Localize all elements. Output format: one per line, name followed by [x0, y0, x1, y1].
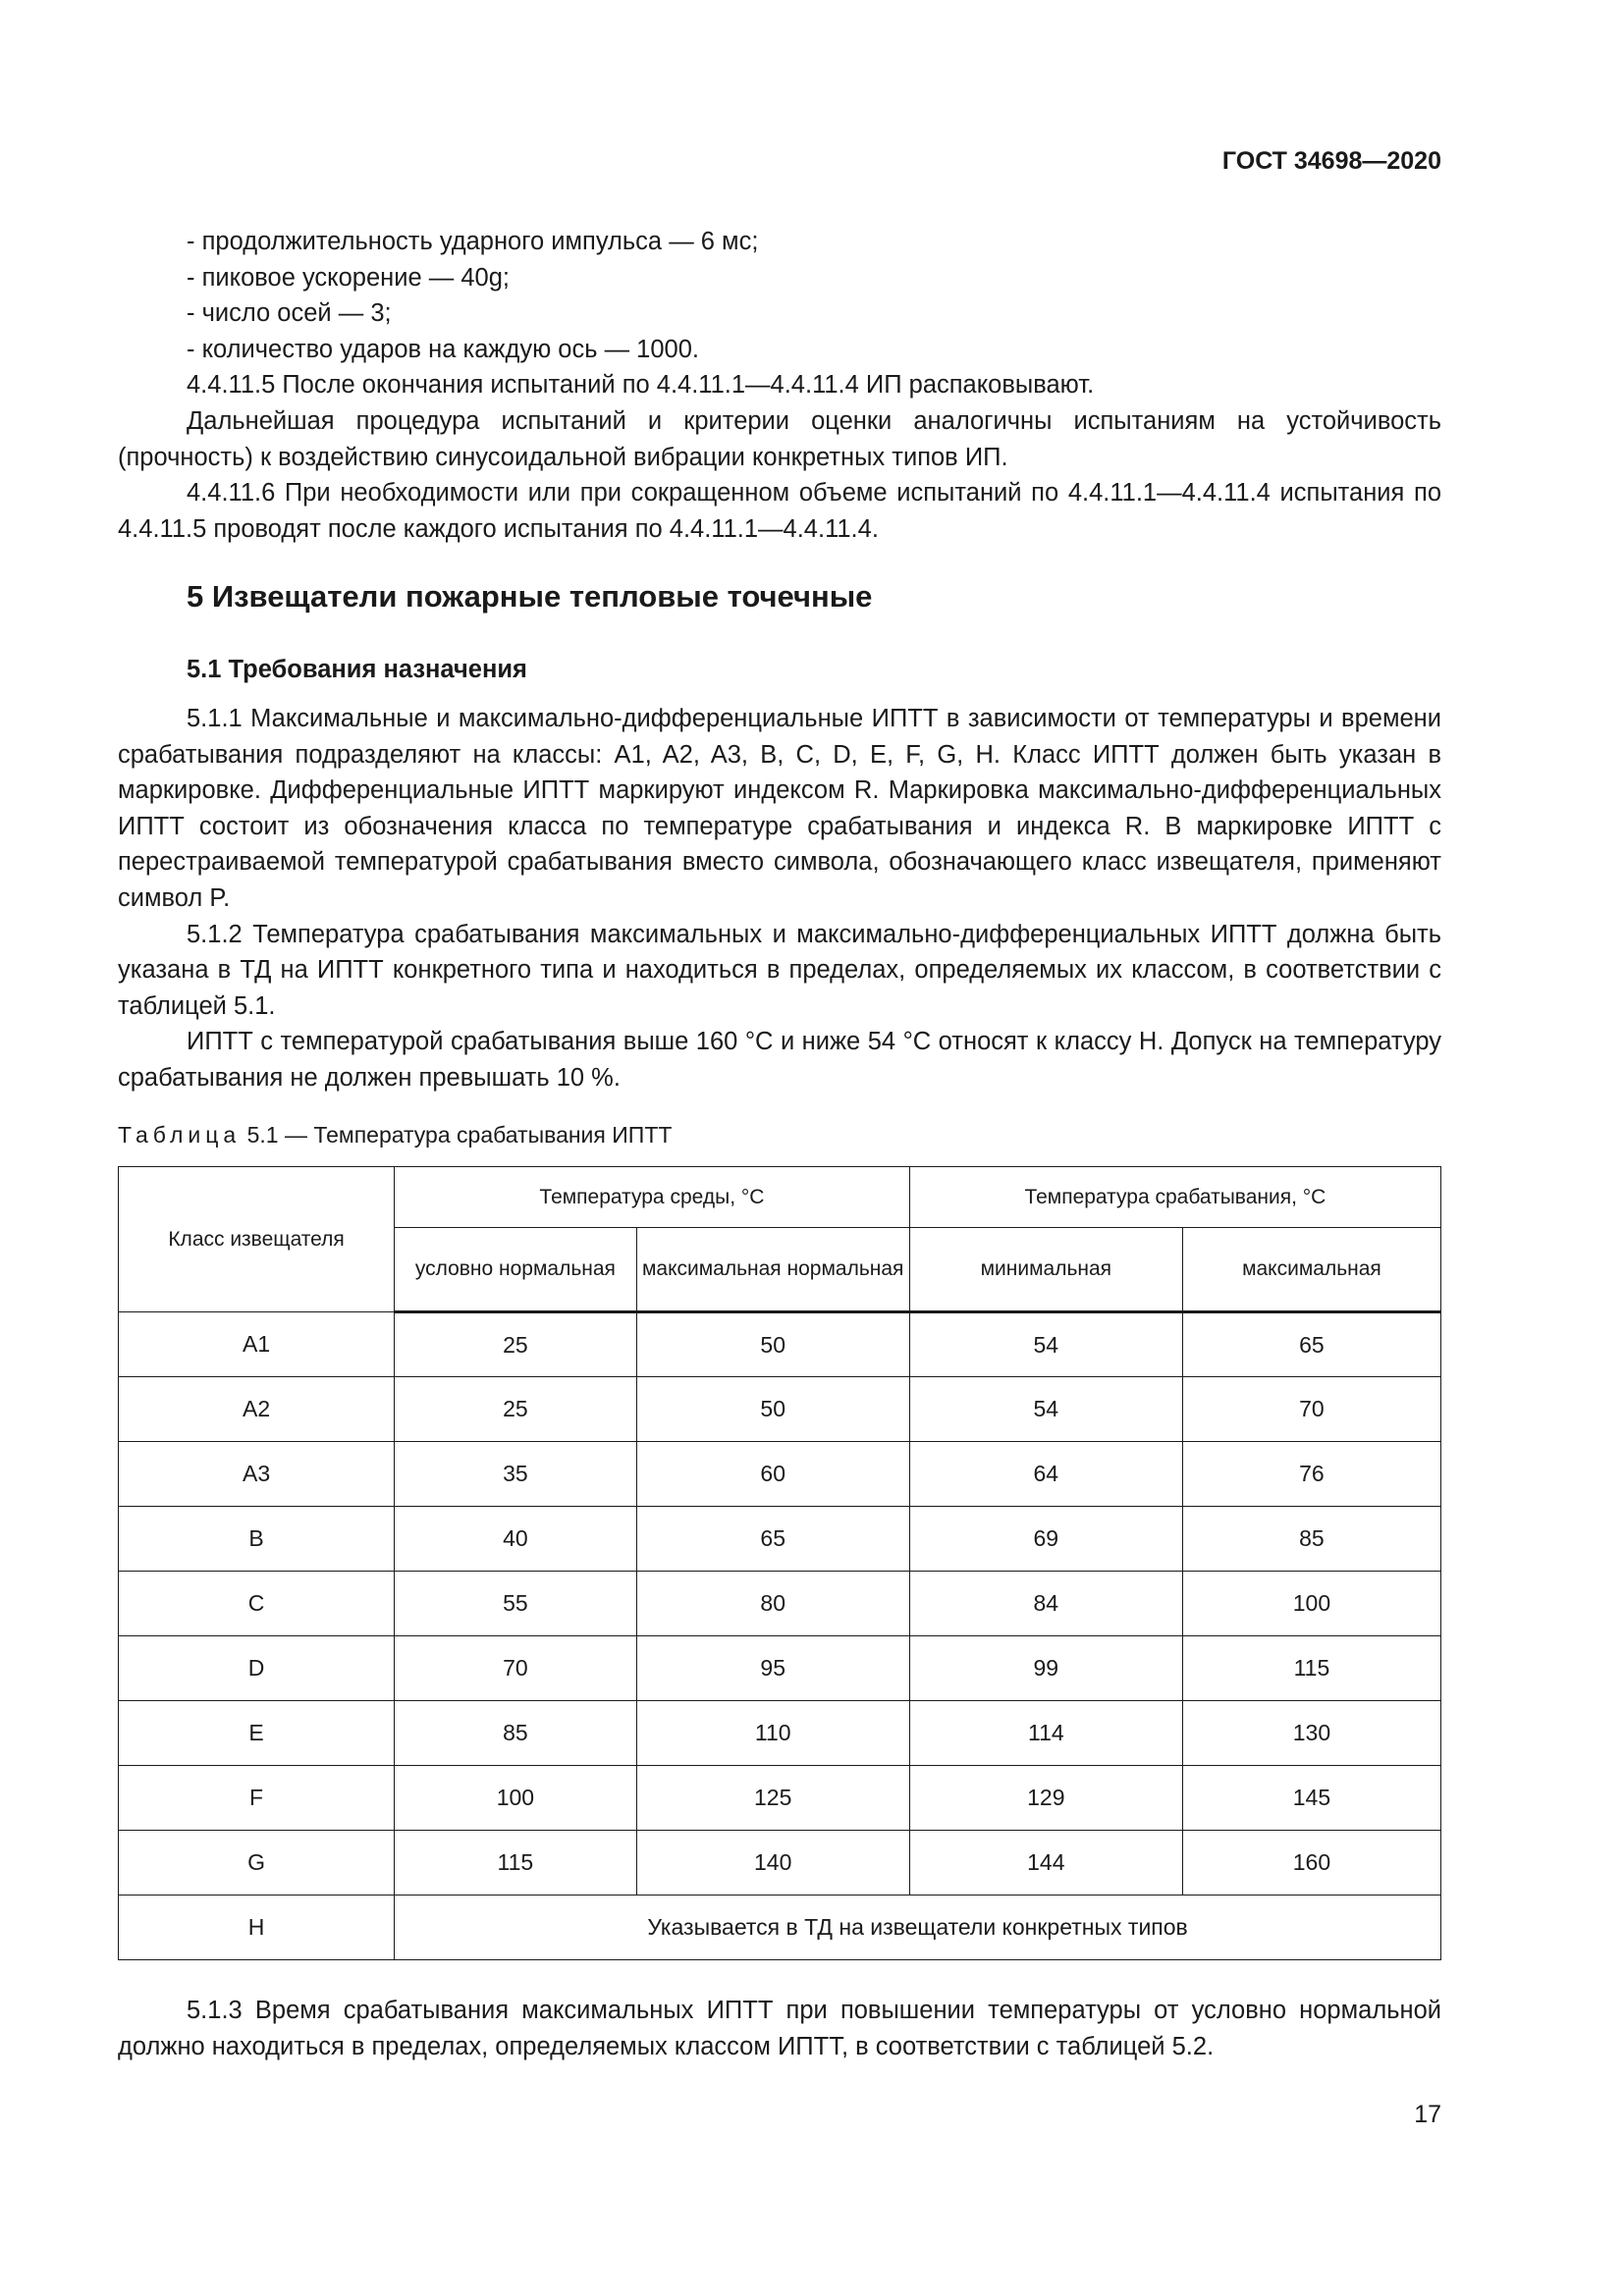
list-item-text: - пиковое ускорение — 40g;: [187, 263, 510, 292]
table-cell: A1: [119, 1312, 395, 1377]
table-cell: 54: [909, 1312, 1182, 1377]
table-cell: 50: [636, 1377, 909, 1442]
table-row: [119, 1312, 1441, 1377]
table-cell: 85: [395, 1701, 637, 1766]
table-header-row: [119, 1167, 1441, 1228]
table-row: [119, 1442, 1441, 1507]
table-cell: 80: [636, 1572, 909, 1636]
table-cell: D: [119, 1636, 395, 1701]
table-cell: 110: [636, 1701, 909, 1766]
list-item: [118, 260, 1441, 296]
paragraph-5-1-2: 5.1.2 Температура срабатывания максимальных и максимально-дифференциальных ИПТТ должна быть указана в ТД на ИПТТ конкретного типа и находиться в пределах, определяемых их классом, в соответствии с таблицей 5.1.: [118, 920, 1441, 1020]
table-cell: E: [119, 1701, 395, 1766]
table-cell: 144: [909, 1831, 1182, 1896]
table-cell-merged-note: Указывается в ТД на извещатели конкретных типов: [395, 1896, 1441, 1960]
table-cell: 115: [395, 1831, 637, 1896]
table-cell: 25: [395, 1312, 637, 1377]
paragraph-4-4-11-6: 4.4.11.6 При необходимости или при сокращенном объеме испытаний по 4.4.11.1—4.4.11.4 испытания по 4.4.11.5 проводят после каждого испытания по 4.4.11.1—4.4.11.4.: [118, 479, 1441, 543]
table-cell: 130: [1182, 1701, 1440, 1766]
table-cell: 50: [636, 1312, 909, 1377]
table-cell: 54: [909, 1377, 1182, 1442]
table-row: [119, 1377, 1441, 1442]
paragraph-5-1-1: 5.1.1 Максимальные и максимально-дифференциальные ИПТТ в зависимости от температуры и времени срабатывания подразделяют на классы: A1, A2, A3, B, C, D, E, F, G, H. Класс ИПТТ должен быть указан в маркировке. Дифференциальные ИПТТ маркируют индексом R. Маркировка максимально-дифференциальных ИПТТ состоит из обозначения класса по температуре срабатывания и индекса R. В маркировке ИПТТ с перестраиваемой температурой срабатывания вместо символа, обозначающего класс извещателя, применяют символ P.: [118, 705, 1441, 912]
document-code: ГОСТ 34698—2020: [1221, 147, 1441, 175]
table-body: [119, 1312, 1441, 1960]
page-number: 17: [1414, 2101, 1441, 2128]
table-cell: 55: [395, 1572, 637, 1636]
table-cell: 40: [395, 1507, 637, 1572]
table-cell: 125: [636, 1766, 909, 1831]
paragraph-4-4-11-5: 4.4.11.5 После окончания испытаний по 4.4.11.1—4.4.11.4 ИП распаковывают.: [187, 371, 1095, 400]
table-cell: 64: [909, 1442, 1182, 1507]
subsection-title: 5.1 Требования назначения: [187, 656, 527, 683]
table-cell: 129: [909, 1766, 1182, 1831]
table-cell: G: [119, 1831, 395, 1896]
table-row: [119, 1572, 1441, 1636]
table-cell: 76: [1182, 1442, 1440, 1507]
table-row: [119, 1831, 1441, 1896]
column-group-ambient-temperature: Температура среды, °С: [395, 1167, 910, 1228]
after-table-block: [118, 1993, 1441, 2064]
table-cell: B: [119, 1507, 395, 1572]
column-header-conditionally-normal: условно нормальная: [395, 1228, 637, 1312]
column-header-minimum: минимальная: [909, 1228, 1182, 1312]
table-cell: 100: [1182, 1572, 1440, 1636]
table-cell: 70: [395, 1636, 637, 1701]
table-cell: 115: [1182, 1636, 1440, 1701]
table-cell: H: [119, 1896, 395, 1960]
table-cell: A2: [119, 1377, 395, 1442]
table-cell: 25: [395, 1377, 637, 1442]
column-group-trigger-temperature: Температура срабатывания, °С: [909, 1167, 1440, 1228]
table-cell: 99: [909, 1636, 1182, 1701]
table-cell: 65: [1182, 1312, 1440, 1377]
intro-block: [118, 224, 1441, 547]
table-cell: 100: [395, 1766, 637, 1831]
paragraph-class-h: ИПТТ с температурой срабатывания выше 160 °С и ниже 54 °С относят к классу H. Допуск на температуру срабатывания не должен превышать 10 %.: [118, 1028, 1441, 1092]
table-cell: 160: [1182, 1831, 1440, 1896]
table-cell: 85: [1182, 1507, 1440, 1572]
list-item: - число осей — 3;: [187, 299, 392, 328]
table-cell: 70: [1182, 1377, 1440, 1442]
table-row: [119, 1507, 1441, 1572]
table-cell: 145: [1182, 1766, 1440, 1831]
table-caption: [118, 1122, 672, 1148]
table-cell: C: [119, 1572, 395, 1636]
temperature-table: [118, 1166, 1441, 1960]
table-cell: 114: [909, 1701, 1182, 1766]
table-row: [119, 1636, 1441, 1701]
table-cell: 60: [636, 1442, 909, 1507]
table-cell: 140: [636, 1831, 909, 1896]
paragraph-5-1-3: 5.1.3 Время срабатывания максимальных ИПТТ при повышении температуры от условно нормальной должно находиться в пределах, определяемых классом ИПТТ, в соответствии с таблицей 5.2.: [118, 1997, 1441, 2060]
list-item: - количество ударов на каждую ось — 1000.: [187, 335, 699, 363]
table-caption-word: Таблица: [118, 1122, 242, 1148]
column-header-class: Класс извещателя: [119, 1167, 395, 1312]
section-title: 5 Извещатели пожарные тепловые точечные: [187, 579, 873, 614]
table-cell: 35: [395, 1442, 637, 1507]
table-cell: 65: [636, 1507, 909, 1572]
table-cell: 95: [636, 1636, 909, 1701]
table-cell: A3: [119, 1442, 395, 1507]
table-caption-text: 5.1 — Температура срабатывания ИПТТ: [246, 1122, 673, 1148]
column-header-maximum: максимальная: [1182, 1228, 1440, 1312]
paragraph-further-procedure: Дальнейшая процедура испытаний и критерии оценки аналогичны испытаниям на устойчивость (прочность) к воздействию синусоидальной вибрации конкретных типов ИП.: [118, 406, 1441, 471]
table-row: [119, 1701, 1441, 1766]
column-header-max-normal: максимальная нормальная: [636, 1228, 909, 1312]
table-row: [119, 1896, 1441, 1960]
table-row: [119, 1766, 1441, 1831]
table-cell: 69: [909, 1507, 1182, 1572]
table-cell: 84: [909, 1572, 1182, 1636]
list-item: - продолжительность ударного импульса — 6 мс;: [187, 228, 759, 255]
table-cell: F: [119, 1766, 395, 1831]
section-body: [118, 701, 1441, 1096]
